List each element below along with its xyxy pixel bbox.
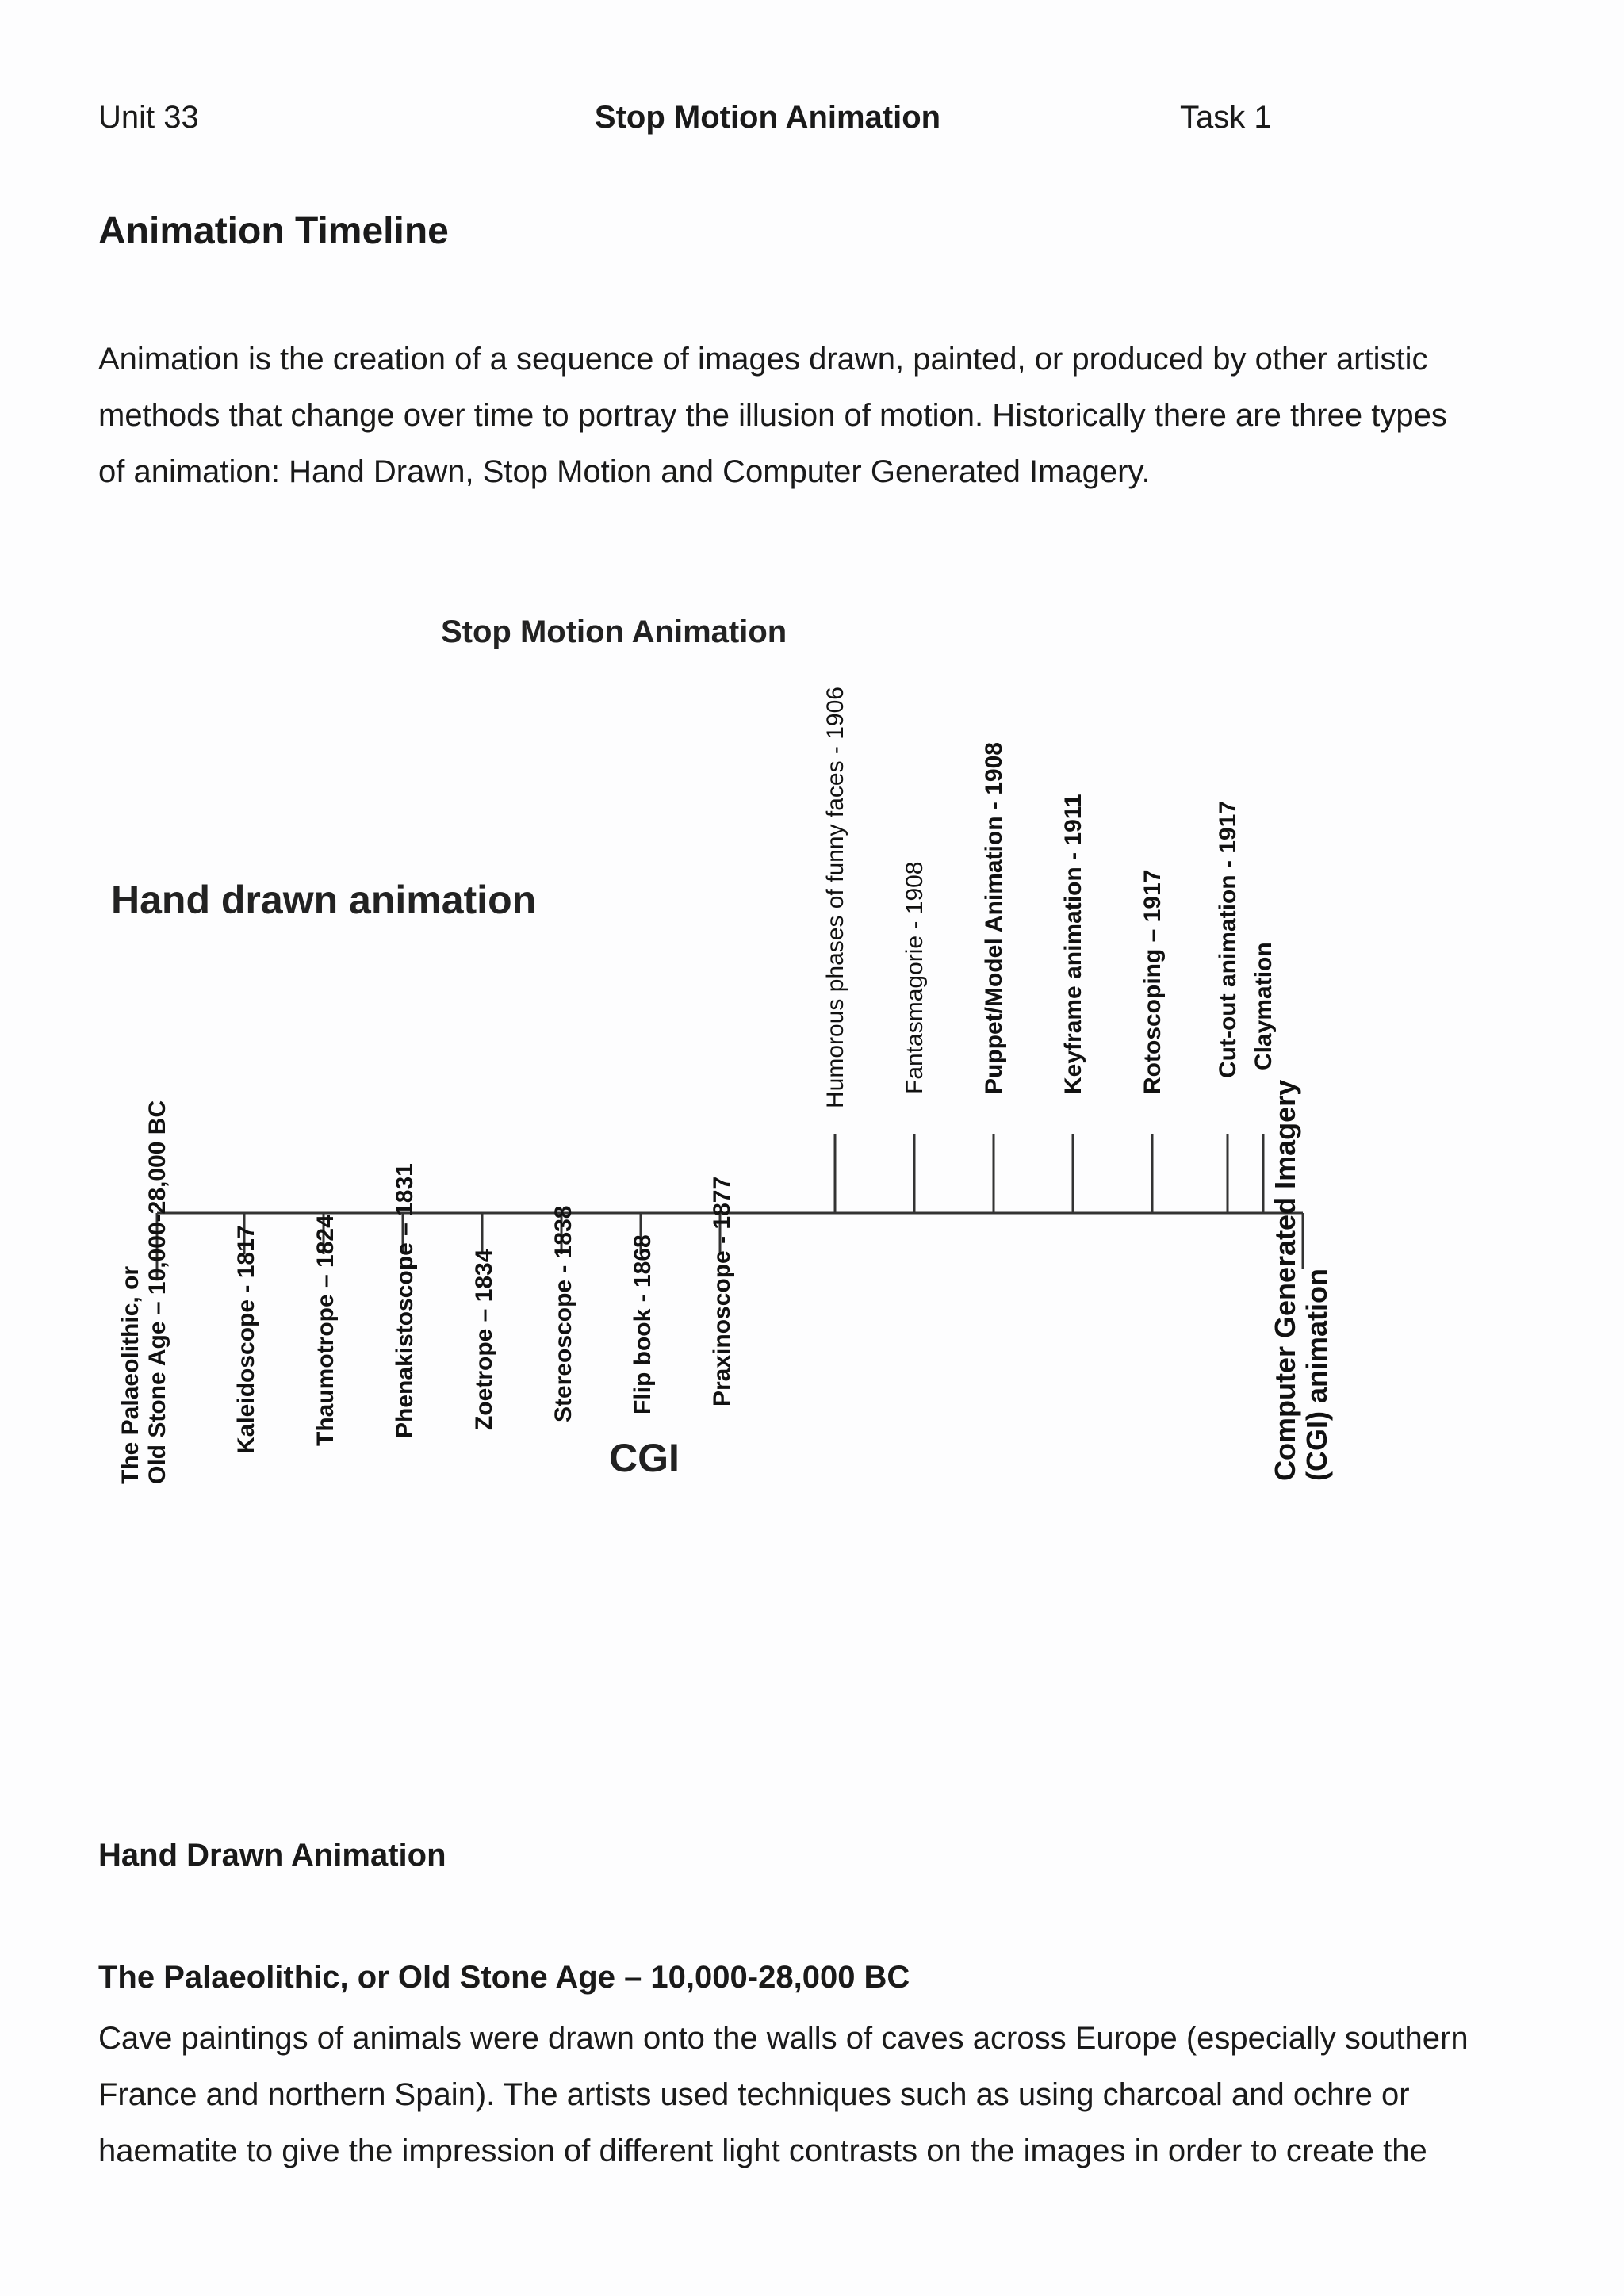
- hand-drawn-item-label: Phenakistoscope – 1831: [392, 1163, 418, 1438]
- page-heading: Animation Timeline: [98, 210, 449, 252]
- intro-line: of animation: Hand Drawn, Stop Motion and Computer Generated Imagery.: [98, 454, 1151, 489]
- hand-drawn-item-label: Old Stone Age – 10,000-28,000 BC: [144, 1100, 170, 1484]
- task-label: Task 1: [1180, 100, 1272, 135]
- cgi-item-label: Computer Generated Imagery: [1269, 1079, 1301, 1481]
- intro-paragraph: [98, 331, 1510, 500]
- unit-label: Unit 33: [98, 100, 199, 135]
- stop-motion-heading: Stop Motion Animation: [441, 614, 787, 649]
- hand-drawn-item-label: Flip book - 1868: [630, 1234, 656, 1414]
- hand-drawn-item-label: Praxinoscope - 1877: [709, 1176, 735, 1406]
- stop-motion-item-label: Claymation: [1251, 942, 1277, 1070]
- hand-drawn-item-label: The Palaeolithic, or: [117, 1265, 144, 1484]
- timeline-svg: [94, 555, 1410, 1760]
- intro-line: Animation is the creation of a sequence of images drawn, painted, or produced by other artistic: [98, 342, 1428, 377]
- entry-line: haematite to give the impression of different light contrasts on the images in order to create the: [98, 2133, 1427, 2168]
- section-heading-hand-drawn: Hand Drawn Animation: [98, 1838, 446, 1873]
- hand-drawn-item-label: Stereoscope - 1838: [550, 1205, 576, 1422]
- stop-motion-item-label: Cut-out animation - 1917: [1215, 800, 1241, 1078]
- stop-motion-item-label: Rotoscoping – 1917: [1139, 869, 1166, 1094]
- stop-motion-item-label: Keyframe animation - 1911: [1060, 794, 1086, 1094]
- hand-drawn-heading: Hand drawn animation: [111, 878, 537, 922]
- entry-heading: The Palaeolithic, or Old Stone Age – 10,000-28,000 BC: [98, 1960, 910, 1995]
- cgi-heading: CGI: [609, 1436, 680, 1480]
- stop-motion-item-label: Fantasmagorie - 1908: [902, 861, 928, 1094]
- entry-line: France and northern Spain). The artists used techniques such as using charcoal and ochre or: [98, 2077, 1410, 2112]
- stop-motion-item-label: Humorous phases of funny faces - 1906: [822, 687, 848, 1108]
- hand-drawn-item-label: Kaleidoscope - 1817: [233, 1225, 259, 1454]
- hand-drawn-item-label: Thaumotrope – 1824: [312, 1215, 339, 1446]
- document-title: Stop Motion Animation: [594, 100, 941, 135]
- entry-line: Cave paintings of animals were drawn onto the walls of caves across Europe (especially southern: [98, 2021, 1469, 2056]
- entry-body: [98, 2011, 1526, 2179]
- hand-drawn-item-label: Zoetrope – 1834: [471, 1249, 497, 1430]
- intro-line: methods that change over time to portray the illusion of motion. Historically there are three types: [98, 398, 1447, 433]
- stop-motion-item-label: Puppet/Model Animation - 1908: [981, 742, 1007, 1094]
- cgi-item-label: (CGI) animation: [1300, 1269, 1333, 1481]
- animation-timeline-figure: [94, 555, 1410, 1760]
